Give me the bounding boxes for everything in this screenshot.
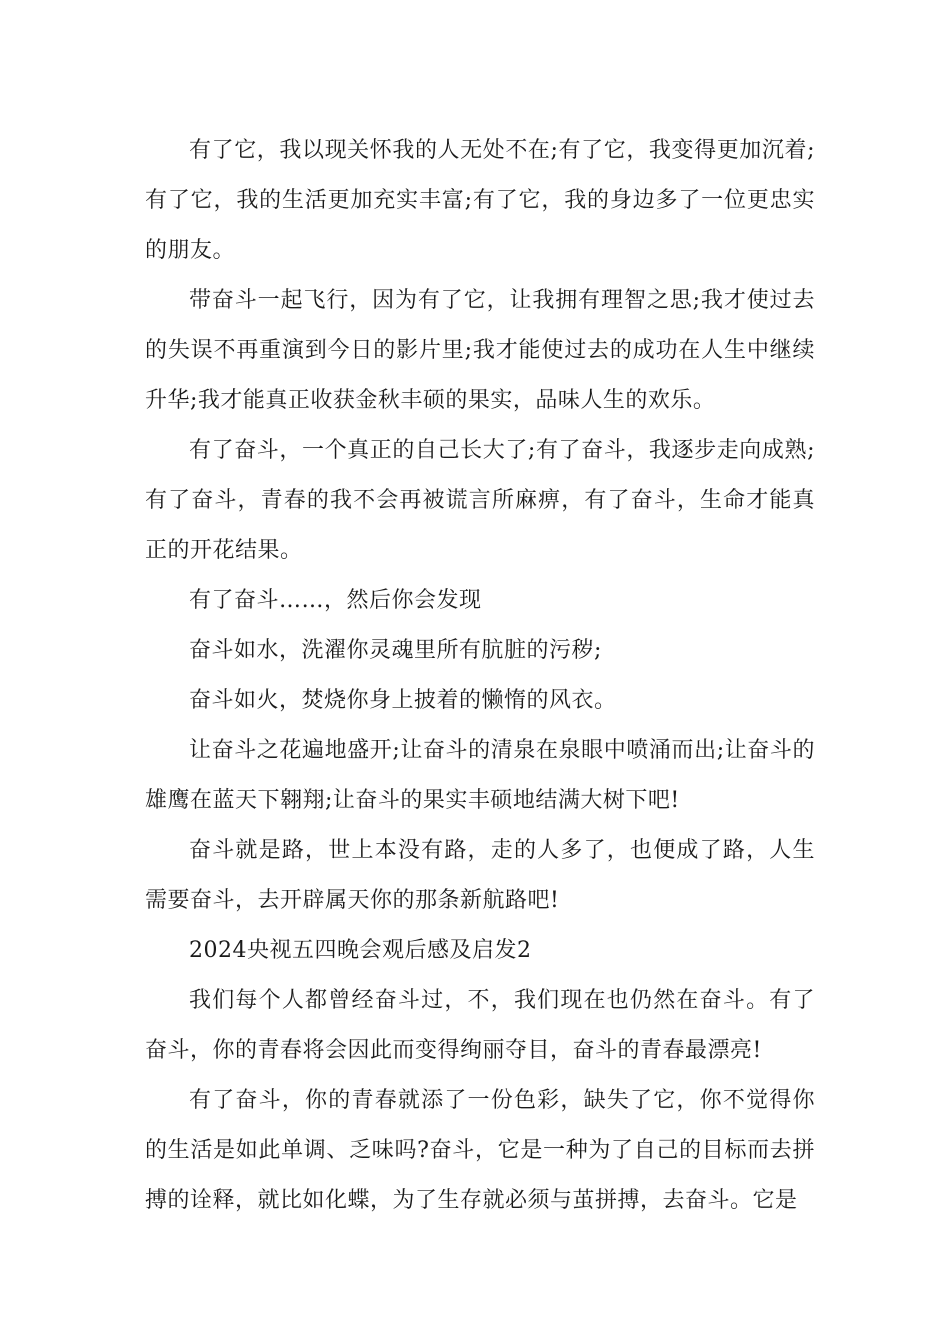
paragraph: 奋斗就是路，世上本没有路，走的人多了，也便成了路，人生需要奋斗，去开辟属天你的那条新航路吧! <box>145 838 815 913</box>
paragraph: 带奋斗一起飞行，因为有了它，让我拥有理智之思;我才使过去的失误不再重演到今日的影片里;我才能使过去的成功在人生中继续升华;我才能真正收获金秋丰硕的果实，品味人生的欢乐。 <box>145 288 815 413</box>
paragraph: 有了它，我以现关怀我的人无处不在;有了它，我变得更加沉着;有了它，我的生活更加充实丰富;有了它，我的身边多了一位更忠实的朋友。 <box>145 138 815 263</box>
paragraph: 有了奋斗，一个真正的自己长大了;有了奋斗，我逐步走向成熟;有了奋斗，青春的我不会再被谎言所麻痹，有了奋斗，生命才能真正的开花结果。 <box>145 438 815 563</box>
paragraph: 有了奋斗，你的青春就添了一份色彩，缺失了它，你不觉得你的生活是如此单调、乏味吗?奋斗，它是一种为了自己的目标而去拼搏的诠释，就比如化蝶，为了生存就必须与茧拼搏，去奋斗。它是 <box>145 1088 815 1213</box>
paragraph: 让奋斗之花遍地盛开;让奋斗的清泉在泉眼中喷涌而出;让奋斗的雄鹰在蓝天下翱翔;让奋斗的果实丰硕地结满大树下吧! <box>145 738 815 813</box>
paragraph: 有了奋斗……，然后你会发现 <box>189 588 482 613</box>
paragraph: 我们每个人都曾经奋斗过，不，我们现在也仍然在奋斗。有了奋斗，你的青春将会因此而变得绚丽夺目，奋斗的青春最漂亮! <box>145 988 815 1063</box>
paragraph: 奋斗如水，洗濯你灵魂里所有肮脏的污秽; <box>189 638 602 663</box>
document-body <box>145 126 815 1226</box>
section-heading: 2024央视五四晚会观后感及启发2 <box>189 938 532 963</box>
paragraph: 奋斗如火，焚烧你身上披着的懒惰的风衣。 <box>189 688 617 713</box>
